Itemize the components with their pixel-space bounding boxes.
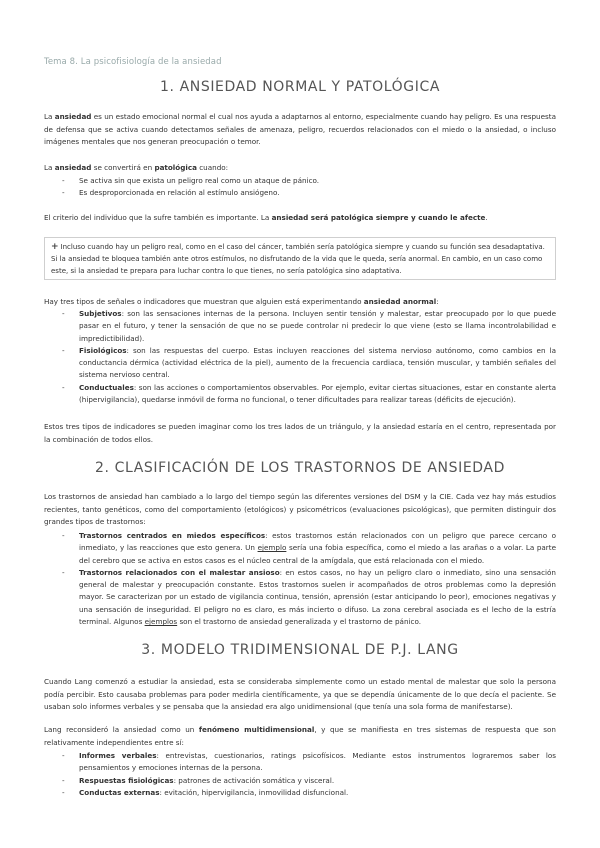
note-text: Incluso cuando hay un peligro real, como en el caso del cáncer, también sería patológica siempre y cuando su función sea desadaptativa. Si la ansiedad te bloquea también ante otros estímulos, no disfrutando de la vida que le queda, sería anormal. En cambio, en un caso como este, si la ansiedad te prepara para luchar contra lo que tienes, no sería patológica sino adaptativa. [51, 243, 545, 276]
s3-list-systems [44, 750, 556, 799]
list-item: - Conductuales: son las acciones o comportamientos observables. Por ejemplo, evitar ciertas situaciones, estar en constante alerta (hipervigilancia), quedarse inmóvil de forma no funcional, o tener dificultades para realizar tareas (déficits de ejecución). [44, 382, 556, 407]
list-item: - Trastornos centrados en miedos específicos: estos trastornos están relacionados con un peligro que parece cercano o inmediato, y las reacciones que esto genera. Un ejemplo sería una fobia específica, como el miedo a las arañas o a volar. La parte del cerebro que se activa en estos casos es el núcleo central de la amígdala, que está relacionada con el miedo. [44, 530, 556, 567]
s1-paragraph-2: La ansiedad se convertirá en patológica cuando: [44, 163, 229, 172]
example-link[interactable]: ejemplo [257, 543, 287, 553]
list-item: - Informes verbales: entrevistas, cuestionarios, ratings psicofísicos. Mediante estos instrumentos lograremos saber los pensamientos y emociones internas de la persona. [44, 750, 556, 775]
s2-list-disorders [44, 530, 556, 628]
running-header: Tema 8. La psicofisiología de la ansiedad [44, 57, 222, 67]
s2-paragraph-1: Los trastornos de ansiedad han cambiado a lo largo del tiempo según las diferentes versiones del DSM y la CIE. Cada vez hay más estudios recientes, tanto genéticos, como del comportamiento (etológicos) y psicométricos (evaluaciones psicológicas), que permiten distinguir dos grandes tipos de trastornos: [44, 492, 556, 526]
s1-list-criteria [44, 175, 556, 200]
s3-paragraph-1: Cuando Lang comenzó a estudiar la ansiedad, esta se consideraba simplemente como un estado mental de malestar que solo la persona podía percibir. Esto causaba problemas para poder medirla científicamente, ya que se dependía únicamente de lo que decía el paciente. Se usaban solo informes verbales y se pensaba que la ansiedad era algo unidimensional (que tenía una sola forma de manifestarse). [44, 677, 556, 711]
s1-list-indicators [44, 308, 556, 406]
examples-link[interactable]: ejemplos [144, 617, 178, 627]
s1-paragraph-5: Estos tres tipos de indicadores se pueden imaginar como los tres lados de un triángulo, y la ansiedad estaría en el centro, representada por la combinación de todos ellos. [44, 422, 556, 444]
s1-paragraph-4: Hay tres tipos de señales o indicadores que muestran que alguien está experimentando ansiedad anormal: [44, 297, 439, 306]
s1-paragraph-3: El criterio del individuo que la sufre también es importante. La ansiedad será patológica siempre y cuando le afecte. [44, 213, 488, 222]
list-item: - Es desproporcionada en relación al estímulo ansiógeno. [44, 187, 556, 199]
plus-icon: + [51, 242, 59, 252]
section-2-title: 2. CLASIFICACIÓN DE LOS TRASTORNOS DE ANSIEDAD [95, 460, 505, 476]
section-1-title: 1. ANSIEDAD NORMAL Y PATOLÓGICA [159, 79, 441, 95]
list-item: - Se activa sin que exista un peligro real como un ataque de pánico. [44, 175, 556, 187]
list-item: - Subjetivos: son las sensaciones internas de la persona. Incluyen sentir tensión y malestar, estar preocupado por lo que puede pasar en el futuro, y tener la sensación de que no se puede controlar ni predecir lo que viene (esto se llama incontrolabilidad e impredictibilidad). [44, 308, 556, 345]
section-3-title: 3. MODELO TRIDIMENSIONAL DE P.J. LANG [141, 642, 459, 658]
note-box [44, 237, 556, 280]
s1-paragraph-1: La ansiedad es un estado emocional normal el cual nos ayuda a adaptarnos al entorno, especialmente cuando hay peligro. Es una respuesta de defensa que se activa cuando detectamos señales de amenaza, peligro, recuerdos relacionados con el miedo o la ansiedad, o incluso imágenes mentales que nos generan preocupación o temor. [44, 112, 556, 146]
list-item: - Conductas externas: evitación, hipervigilancia, inmovilidad disfuncional. [44, 787, 556, 799]
list-item: - Fisiológicos: son las respuestas del cuerpo. Estas incluyen reacciones del sistema nervioso autónomo, como cambios en la conductancia dérmica (actividad eléctrica de la piel), aumento de la frecuencia cardiaca, tensión muscular, y también señales del sistema nervioso central. [44, 345, 556, 382]
list-item: - Respuestas fisiológicas: patrones de activación somática y visceral. [44, 775, 556, 787]
s3-paragraph-2: Lang reconsideró la ansiedad como un fenómeno multidimensional, y que se manifiesta en tres sistemas de respuesta que son relativamente independientes entre sí: [44, 725, 556, 747]
list-item: - Trastornos relacionados con el malestar ansioso: en estos casos, no hay un peligro claro o inmediato, sino una sensación general de malestar y preocupación constante. Estos trastornos suelen ir acompañados de otros problemas como la depresión mayor. Se caracterizan por un estado de vigilancia continua, tensión, aprensión (estar anticipando lo peor), emociones negativas y una sensación de inseguridad. El peligro no es claro, es más incierto o difuso. La zona cerebral asociada es el lecho de la estría terminal. Algunos ejemplos son el trastorno de ansiedad generalizada y el trastorno de pánico. [44, 567, 556, 628]
